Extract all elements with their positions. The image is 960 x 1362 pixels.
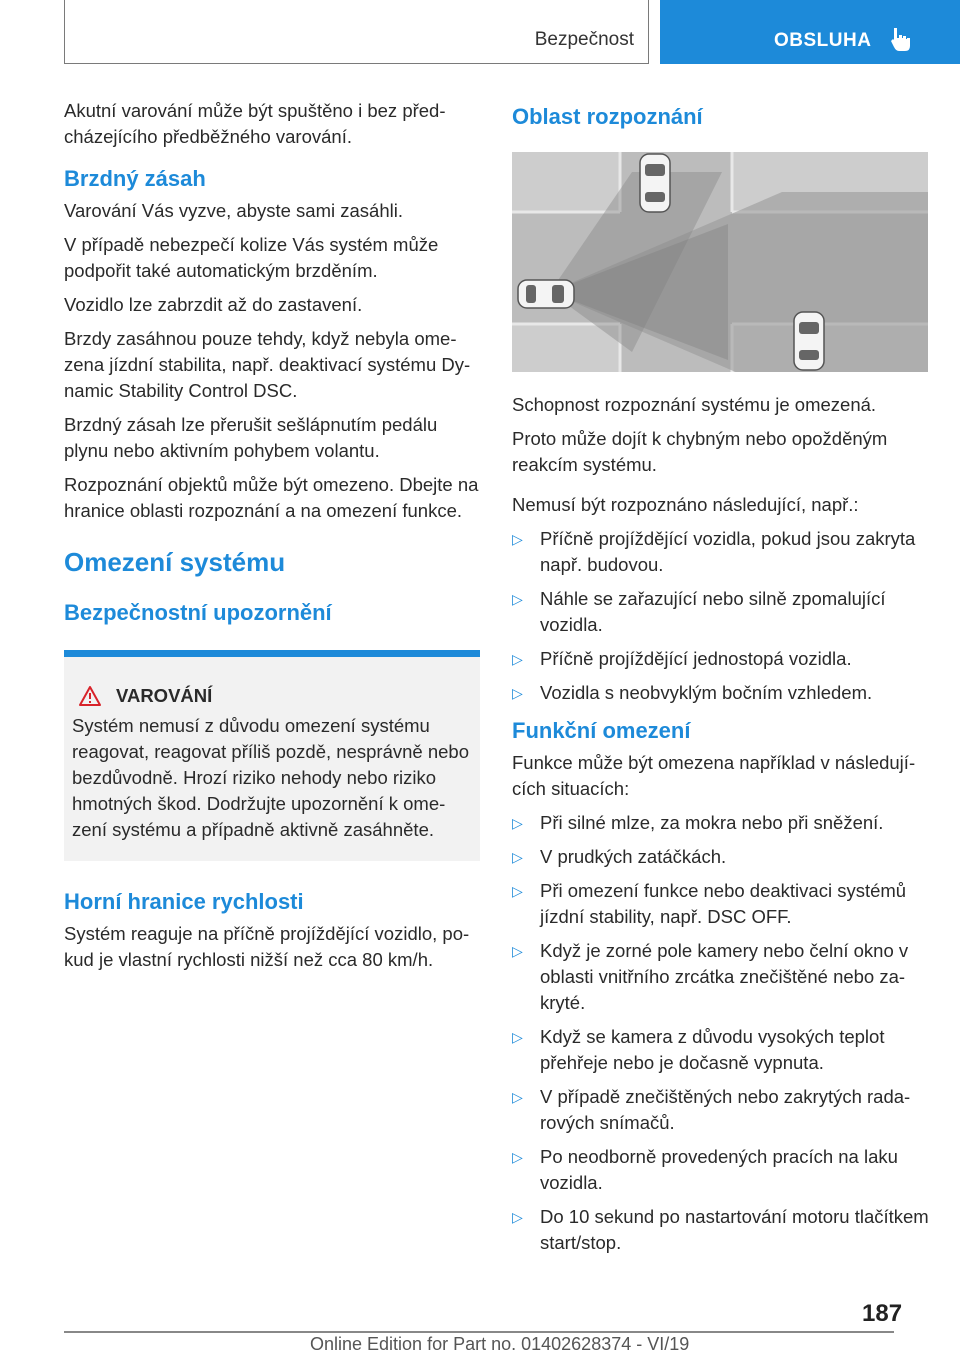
brake-paragraph-1: Varování Vás vyzve, abyste sami zasáhli. [64,200,403,221]
detection-area-illustration [512,152,928,372]
brake-paragraph-2: V případě nebezpečí kolize Vás systém může podpořit také automatickým brzděním. [64,234,439,281]
warning-box [64,650,480,861]
limits-heading: Omezení systému [64,547,286,577]
list-item: ▷ V případě znečištěných nebo zakrytých radarových snímačů. [512,1086,911,1133]
bullet-triangle-icon: ▷ [512,531,523,547]
list-item: ▷ Do 10 sekund po nastartování motoru tlačítkem start/stop. [512,1206,929,1253]
not-detected-intro: Nemusí být rozpoznáno následující, např.: [512,494,859,515]
warning-text: Systém nemusí z důvodu omezení systému reagovat, reagovat příliš pozdě, nesprávně nebo bezdůvodně. Hrozí riziko nehody nebo riziko hmotných škod. Dodržujte upozornění k omezení systému a případně aktivně zasáhněte. [72,715,469,840]
list-item: ▷ Při silné mlze, za mokra nebo při sněžení. [512,810,930,836]
function-limits-list [512,810,930,1256]
brake-paragraph-4: Brzdy zasáhnou pouze tehdy, když nebyla omezena jízdní stabilita, např. deaktivací systému Dynamic Stability Control DSC. [64,328,471,401]
brake-heading: Brzdný zásah [64,166,206,191]
brake-paragraph-6: Rozpoznání objektů může být omezeno. Dbejte na hranice oblasti rozpoznání a na omezení funkce. [64,474,479,521]
footer-divider [64,1331,894,1333]
brake-paragraph-3: Vozidlo lze zabrzdit až do zastavení. [64,294,363,315]
warning-title-row [72,683,474,709]
safety-heading: Bezpečnostní upozornění [64,600,332,625]
warning-triangle-icon [78,685,102,707]
bullet-triangle-icon: ▷ [512,1029,523,1045]
function-limits-intro: Funkce může být omezena například v následujících situacích: [512,752,916,799]
page-number: 187 [862,1300,903,1327]
car-bottom [794,312,824,370]
bullet-triangle-icon: ▷ [512,1209,523,1225]
function-limits-heading: Funkční omezení [512,718,691,743]
detection-heading: Oblast rozpoznání [512,104,703,129]
speed-paragraph: Systém reaguje na příčně projíždějící vozidlo, pokud je vlastní rychlosti nižší než cca 80 km/h. [64,923,470,970]
bullet-triangle-icon: ▷ [512,1149,523,1165]
bullet-triangle-icon: ▷ [512,685,523,701]
bullet-triangle-icon: ▷ [512,849,523,865]
header-chapter-title: OBSLUHA [774,30,872,51]
bullet-triangle-icon: ▷ [512,1089,523,1105]
speed-heading: Horní hranice rychlosti [64,889,304,914]
list-item: ▷ Když se kamera z důvodu vysokých teplot přehřeje nebo je dočasně vypnuta. [512,1026,885,1073]
bullet-triangle-icon: ▷ [512,651,523,667]
detection-paragraph-1: Schopnost rozpoznání systému je omezená. [512,394,877,415]
list-item: ▷ Při omezení funkce nebo deaktivaci systémů jízdní stability, např. DSC OFF. [512,880,907,927]
bullet-triangle-icon: ▷ [512,591,523,607]
left-column [64,98,480,981]
bullet-triangle-icon: ▷ [512,815,523,831]
list-item: ▷ Vozidla s neobvyklým bočním vzhledem. [512,680,930,706]
header-section-box [64,0,649,64]
bullet-triangle-icon: ▷ [512,883,523,899]
footer-edition: Online Edition for Part no. 01402628374 - VI/19 [310,1334,690,1354]
list-item: ▷ V prudkých zatáčkách. [512,844,930,870]
list-item: ▷ Po neodborně provedených pracích na laku vozidla. [512,1146,898,1193]
list-item: ▷ Příčně projíždějící jednostopá vozidla. [512,646,930,672]
not-detected-list [512,526,930,706]
intro-paragraph: Akutní varování může být spuštěno i bez předcházejícího předběžného varování. [64,100,446,147]
car-top [640,154,670,212]
pointing-hand-icon [889,26,913,52]
right-column [512,98,930,1266]
bullet-triangle-icon: ▷ [512,943,523,959]
header-section-title: Bezpečnost [534,29,634,50]
warning-title: VAROVÁNÍ [116,685,213,706]
list-item: ▷ Když je zorné pole kamery nebo čelní okno v oblasti vnitřního zrcátka znečištěné nebo zakryté. [512,940,909,1013]
car-left [518,280,574,308]
header-chapter-tab[interactable] [660,0,960,64]
detection-paragraph-2: Proto může dojít k chybným nebo opožděným reakcím systému. [512,428,888,475]
brake-paragraph-5: Brzdný zásah lze přerušit sešlápnutím pedálu plynu nebo aktivním pohybem volantu. [64,414,438,461]
list-item: ▷ Příčně projíždějící vozidla, pokud jsou zakryta např. budovou. [512,528,916,575]
list-item: ▷ Náhle se zařazující nebo silně zpomalující vozidla. [512,588,886,635]
